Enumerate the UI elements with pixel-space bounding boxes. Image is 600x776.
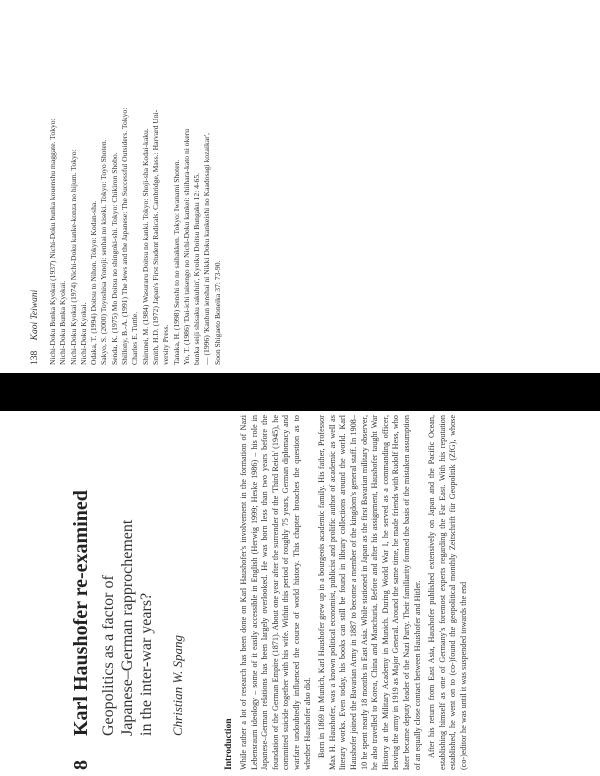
subtitle-line: Geopolitics as a factor of [100, 575, 117, 736]
reference-line: Smith, H.D. (1972) Japan's First Student Radicals. Cambridge, Mass.: Harvard Uni- [150, 109, 160, 365]
body-paragraph: After his return from East Asia, Haushofer published extensively on Japan and the Pacific Ocean, establishing himself as one of Germany's foremost experts regarding the Far East. With his reputation established, he went on to (co-)found the geopolitical monthly Zeitschrift für Geopolitik (ZfG), whose (co-)editor he was until it was suspended towards the end [427, 415, 468, 770]
reference-line: versity Press. [161, 324, 171, 365]
left-page [30, 10, 260, 365]
reference-line: Nichi-Doku Kyokai (1974) Nichi-Doku kanke-konza no hijum. Tokyo: [68, 149, 78, 365]
body-paragraph: While rather a lot of research has been done on Karl Haushofer's involvement in the formation of Nazi Lebensraum ideology – some of it easily accessible in English (Herwig 1999; Heske 1986) – his role in Japanese–German relations has been largely overlooked. He was born less than two years before the foundation of the German Empire (1871). About one year after the surrender of the 'Third Reich' (1945), he committed suicide together with his wife. Within this period of roughly 75 years, German diplomacy and warfare undoubtedly influenced the course of world history. This chapter broaches the question as to whether Haushofer also did. [239, 415, 312, 770]
subtitle-line: Japanese–German rapprochement [119, 519, 136, 736]
reference-line: bunka seiji shisaku sakuhin', Kyoiku Doitsu Bungaku 12: 4-65. [192, 172, 202, 365]
reference-line: Nichi-Doku Kyokai. [78, 302, 88, 365]
section-heading: Introduction [224, 718, 234, 770]
chapter-subtitle [99, 415, 156, 736]
reference-line: — (1996) 'Kanbun ienshai ni Nikki Doku kankeishi no Kaadosagi kozaikar', [202, 133, 212, 365]
chapter-title: Karl Haushofer re-examined [70, 490, 92, 736]
right-page [70, 415, 590, 770]
reference-line: Tanaka, H. (1998) Senshi to no saihakken. Tokyo: Iwanami Shoten. [171, 159, 181, 365]
page-number: 138 [30, 350, 40, 365]
reference-line: Yo, T. (1986) 'Dai-ichi taisengo no Nichi-Doku kankei: shiihara-kato ni okeru [181, 128, 191, 365]
reference-list [48, 10, 223, 365]
chapter-number: 8 [70, 760, 92, 770]
reference-line: Senda, K. (1975) Mo Doitsu no shingoki-shi. Tokyo: Chikiron Shobo. [109, 152, 119, 365]
binding-shadow [0, 373, 600, 411]
chapter-author: Christian W. Spang [170, 634, 185, 736]
reference-line: Charles E. Tuttle. [130, 311, 140, 365]
chapter-heading [70, 415, 93, 770]
body-paragraph: Born in 1869 in Munich, Karl Haushofer grew up in a bourgeois academic family. His father, Professor Max H. Haushofer, was a known political economist, publicist and prolific author of academic as well as literary works. Even today, his books can still be found in library collections around the world. Karl Haushofer joined the Bavarian Army in 1887 to become a member of the kingdom's general staff. In 1908–10 he spent nearly 18 months in East Asia. While stationed in Japan as the first Bavarian military observer, he also travelled to Korea, China and Manchuria. Before and after his assignment, Haushofer taught War History at the Military Academy in Munich. During World War I, he served as a commanding officer, leaving the army in 1919 as Major General. Around the same time, he made friends with Rudolf Hess, who later became deputy leader of the Nazi Party. Their familiarity formed the basis of the mistaken assumption of an equally close contact between Haushofer and Hitler. [317, 415, 422, 770]
reference-line: Shirunei, M. (1984) Wasuraru Doitsu no kanki. Tokyo: Shoji-sha Kodai-kaku. [140, 128, 150, 365]
reference-line: Nichi-Doku Bunka Kyokai (1937) Nichi-Doku bunka kouenshu maggate. Tokyo: [48, 118, 57, 365]
reference-line: Shillony, B.-A. (1991) The Jews and the Japanese: The Successful Outsiders. Tokyo: [120, 107, 130, 365]
subtitle-line: in the inter-war years? [138, 592, 155, 736]
reference-line: Odaka, T. (1994) Doitsu to Nihon. Tokyo: Kodan-sha. [89, 200, 99, 365]
reference-line: Soon Shigaeto Boneika 37: 73-90. [212, 260, 222, 365]
reference-line: Sakyo, S. (2000) Toyoshisa Yonoji: senhai no kiseki. Tokyo: Toyo Shoten. [99, 139, 109, 365]
running-head-text: Kaoi Teiwani [30, 289, 40, 341]
running-head [30, 10, 40, 365]
reference-line: Nichi-Doku Bunka Kyokai. [58, 280, 68, 365]
